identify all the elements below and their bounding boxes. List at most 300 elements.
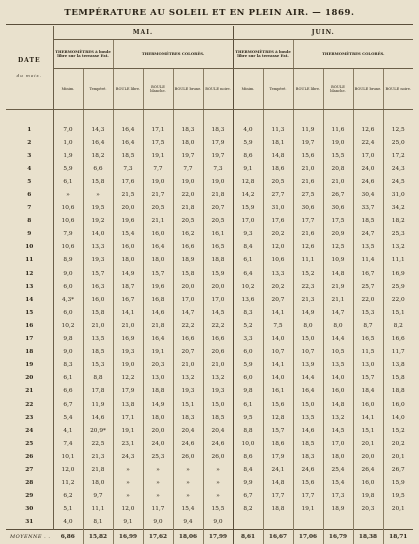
- table-cell: 19,5: [383, 490, 413, 503]
- table-cell: »: [173, 463, 203, 476]
- table-cell: 19,0: [203, 175, 233, 188]
- table-cell: »: [143, 477, 173, 490]
- table-cell: 15,7: [83, 267, 113, 280]
- table-cell: [353, 516, 383, 530]
- day-cell: 12: [6, 267, 53, 280]
- table-cell: 20,4: [203, 424, 233, 437]
- table-cell: 20,7: [173, 346, 203, 359]
- table-cell: 9,5: [243, 414, 253, 421]
- table-cell: 21,3: [83, 450, 113, 463]
- day-cell: 22: [6, 398, 53, 411]
- date-header-sub: du mois.: [16, 73, 42, 78]
- table-cell: 12,8: [241, 178, 255, 185]
- table-cell: 9,0: [203, 516, 233, 530]
- day-cell: 7: [6, 202, 53, 215]
- table-cell: 21,0: [83, 319, 113, 332]
- table-cell: 31,0: [263, 202, 293, 215]
- table-cell: 6,7: [243, 493, 253, 500]
- table-cell: 20,1: [383, 450, 413, 463]
- table-cell: 11,4: [353, 254, 383, 267]
- table-cell: 24,0: [353, 162, 383, 175]
- table-cell: 13,3: [263, 267, 293, 280]
- table-cell: 21,0: [293, 162, 323, 175]
- table-row: [6, 346, 413, 359]
- table-cell: 15,1: [173, 398, 203, 411]
- table-cell: 14,9: [113, 267, 143, 280]
- table-cell: 18,5: [203, 411, 233, 424]
- table-cell: 20,9: [323, 228, 353, 241]
- table-cell: 21,0: [203, 359, 233, 372]
- day-cell: 8: [6, 215, 53, 228]
- table-cell: 8,1: [83, 516, 113, 530]
- table-row: [6, 175, 413, 188]
- table-cell: 16,1: [263, 385, 293, 398]
- table-cell: 12,5: [383, 123, 413, 136]
- table-cell: 17,6: [263, 215, 293, 228]
- table-cell: 18,7: [113, 280, 143, 293]
- table-row: [6, 267, 413, 280]
- table-cell: 5,9: [63, 165, 73, 172]
- sub-header: Minim.: [233, 69, 263, 110]
- table-cell: 11,2: [61, 480, 75, 487]
- title-rule: [6, 24, 413, 25]
- table-cell: 16,6: [173, 241, 203, 254]
- table-cell: 14,9: [143, 398, 173, 411]
- table-cell: 19,0: [173, 175, 203, 188]
- table-cell: 18,9: [173, 254, 203, 267]
- table-cell: 21,8: [143, 319, 173, 332]
- table-cell: 10,0: [241, 440, 255, 447]
- table-cell: 16,0: [143, 228, 173, 241]
- table-cell: 10,6: [61, 205, 75, 212]
- table-cell: 9,4: [173, 516, 203, 530]
- table-body: [6, 110, 413, 530]
- table-cell: 14,0: [263, 333, 293, 346]
- table-cell: [323, 516, 353, 530]
- table-cell: »: [173, 490, 203, 503]
- table-row: [6, 241, 413, 254]
- day-cell: 29: [6, 490, 53, 503]
- table-cell: 20,1: [353, 437, 383, 450]
- table-cell: 7,7: [173, 162, 203, 175]
- table-cell: 14,6: [143, 306, 173, 319]
- sub-header-row: [6, 69, 413, 110]
- table-cell: 14,8: [263, 149, 293, 162]
- table-row: [6, 477, 413, 490]
- table-cell: 26,4: [353, 463, 383, 476]
- table-cell: 17,0: [203, 293, 233, 306]
- day-cell: 3: [6, 149, 53, 162]
- table-cell: 21,0: [173, 359, 203, 372]
- table-cell: 9,1: [243, 165, 253, 172]
- day-cell: 26: [6, 450, 53, 463]
- day-cell: 20: [6, 372, 53, 385]
- table-cell: 15,7: [353, 372, 383, 385]
- table-cell: 18,8: [203, 254, 233, 267]
- table-cell: 16,4: [113, 123, 143, 136]
- table-cell: 17,9: [263, 450, 293, 463]
- table-cell: 6,1: [243, 257, 253, 264]
- table-cell: 13,8: [383, 359, 413, 372]
- table-cell: 19,0: [113, 359, 143, 372]
- table-cell: 16,0: [353, 398, 383, 411]
- table-cell: 20,3: [143, 359, 173, 372]
- table-cell: 12,0: [61, 466, 75, 473]
- table-cell: 14,8: [323, 398, 353, 411]
- table-cell: 14,3: [83, 123, 113, 136]
- table-cell: 18,2: [383, 215, 413, 228]
- table-row: [6, 333, 413, 346]
- sub-header: Tempéré.: [263, 69, 293, 110]
- table-cell: 17,2: [383, 149, 413, 162]
- table-cell: 25,4: [323, 463, 353, 476]
- avg-cell: 16,67: [263, 529, 293, 544]
- table-cell: 8,2: [243, 506, 253, 513]
- table-cell: 14,5: [323, 424, 353, 437]
- avg-cell: 17,99: [203, 529, 233, 544]
- table-cell: »: [66, 192, 70, 199]
- table-cell: 5,2: [243, 322, 253, 329]
- table-cell: 16,0: [383, 398, 413, 411]
- table-cell: »: [143, 463, 173, 476]
- table-cell: 19,3: [173, 385, 203, 398]
- table-cell: 20,0: [203, 280, 233, 293]
- table-cell: 14,0: [263, 372, 293, 385]
- avg-cell: 17,62: [143, 529, 173, 544]
- day-cell: 28: [6, 477, 53, 490]
- table-cell: 18,5: [293, 437, 323, 450]
- table-cell: 24,6: [353, 175, 383, 188]
- table-cell: 7,5: [263, 319, 293, 332]
- table-row: [6, 490, 413, 503]
- table-cell: 21,5: [113, 188, 143, 201]
- table-cell: 20,2: [263, 228, 293, 241]
- table-cell: 20,2: [263, 280, 293, 293]
- table-cell: 17,3: [323, 490, 353, 503]
- table-cell: 14,1: [263, 359, 293, 372]
- table-cell: 15,6: [293, 477, 323, 490]
- table-cell: 16,7: [353, 267, 383, 280]
- table-cell: 15,8: [83, 306, 113, 319]
- day-cell: 5: [6, 175, 53, 188]
- table-cell: 21,0: [323, 175, 353, 188]
- table-cell: 15,6: [293, 149, 323, 162]
- table-row: [6, 372, 413, 385]
- table-cell: 6,2: [63, 493, 73, 500]
- table-cell: 15,4: [323, 477, 353, 490]
- table-cell: 14,9: [293, 306, 323, 319]
- table-cell: 15,7: [143, 267, 173, 280]
- table-cell: 18,0: [143, 411, 173, 424]
- table-cell: 15,9: [203, 267, 233, 280]
- table-cell: 20,2: [383, 437, 413, 450]
- day-cell: 27: [6, 463, 53, 476]
- avg-cell: 18,06: [173, 529, 203, 544]
- table-cell: 16,6: [383, 333, 413, 346]
- table-cell: 14,7: [323, 306, 353, 319]
- table-cell: »: [113, 477, 143, 490]
- table-cell: »: [203, 463, 233, 476]
- table-cell: 17,7: [293, 215, 323, 228]
- table-cell: 18,5: [113, 149, 143, 162]
- table-cell: 27,5: [293, 188, 323, 201]
- table-cell: 7,3: [113, 162, 143, 175]
- table-cell: 9,7: [83, 490, 113, 503]
- table-cell: 13,2: [383, 241, 413, 254]
- avg-cell: 16,99: [113, 529, 143, 544]
- table-cell: 10,9: [323, 254, 353, 267]
- table-cell: 14,6: [293, 424, 323, 437]
- table-cell: 24,3: [383, 162, 413, 175]
- table-cell: 4,0: [63, 519, 73, 526]
- table-cell: 6,1: [63, 375, 73, 382]
- table-cell: 18,0: [113, 254, 143, 267]
- table-cell: 10,5: [323, 346, 353, 359]
- table-row: [6, 450, 413, 463]
- table-cell: 8,6: [243, 152, 253, 159]
- sub-header: BOULE brune.: [353, 69, 383, 110]
- table-cell: 12,6: [353, 123, 383, 136]
- table-cell: 11,3: [263, 123, 293, 136]
- sub-header: BOULE libre.: [113, 69, 143, 110]
- table-cell: 12,5: [323, 241, 353, 254]
- table-cell: 14,1: [113, 306, 143, 319]
- table-cell: 4,3*: [61, 296, 75, 303]
- table-cell: 6,1: [243, 401, 253, 408]
- table-cell: 16,0: [323, 385, 353, 398]
- table-cell: 12,0: [113, 503, 143, 516]
- table-cell: 16,0: [83, 293, 113, 306]
- page-title: TEMPÉRATURE AU SOLEIL ET EN PLEIN AIR. — 1869.: [64, 8, 355, 18]
- table-cell: 22,0: [173, 188, 203, 201]
- average-label: MOYENNE . .: [6, 529, 53, 544]
- table-cell: [263, 516, 293, 530]
- table-cell: 19,1: [143, 149, 173, 162]
- table-cell: 14,2: [241, 192, 255, 199]
- table-cell: 7,4: [63, 440, 73, 447]
- table-cell: 11,7: [143, 503, 173, 516]
- table-cell: 18,0: [173, 136, 203, 149]
- table-row: [6, 411, 413, 424]
- table-cell: 16,4: [113, 136, 143, 149]
- table-cell: 14,0: [383, 411, 413, 424]
- avg-cell: 16,79: [323, 529, 353, 544]
- table-cell: 20,5: [173, 215, 203, 228]
- table-cell: 19,0: [323, 136, 353, 149]
- table-cell: 6,0: [243, 375, 253, 382]
- table-row: [6, 162, 413, 175]
- table-cell: 24,7: [353, 228, 383, 241]
- day-cell: 15: [6, 306, 53, 319]
- table-cell: 19,7: [203, 149, 233, 162]
- table-cell: 8,2: [383, 319, 413, 332]
- table-cell: 19,5: [83, 202, 113, 215]
- table-cell: 14,7: [173, 306, 203, 319]
- table-cell: 7,7: [143, 162, 173, 175]
- table-cell: 21,6: [293, 175, 323, 188]
- table-cell: »: [113, 490, 143, 503]
- table-cell: 19,3: [203, 385, 233, 398]
- table-cell: 26,7: [323, 188, 353, 201]
- table-row: [6, 437, 413, 450]
- table-cell: 15,8: [83, 175, 113, 188]
- table-row: [6, 202, 413, 215]
- table-cell: 19,7: [173, 149, 203, 162]
- table-cell: 19,2: [83, 215, 113, 228]
- table-cell: 6,0: [243, 349, 253, 356]
- table-cell: 20,3: [353, 503, 383, 516]
- table-cell: 26,0: [203, 450, 233, 463]
- day-cell: 11: [6, 254, 53, 267]
- avg-cell: 18,71: [383, 529, 413, 544]
- day-cell: 25: [6, 437, 53, 450]
- table-cell: 8,9: [63, 257, 73, 264]
- table-cell: 15,0: [203, 398, 233, 411]
- table-cell: 24,1: [263, 463, 293, 476]
- day-cell: 21: [6, 385, 53, 398]
- table-cell: 25,3: [143, 450, 173, 463]
- table-cell: 14,8: [323, 267, 353, 280]
- table-cell: »: [83, 188, 113, 201]
- table-cell: 13,5: [83, 333, 113, 346]
- table-row: [6, 398, 413, 411]
- table-cell: 7,9: [63, 231, 73, 238]
- table-cell: 13,5: [293, 411, 323, 424]
- table-cell: 15,1: [353, 424, 383, 437]
- table-cell: 9,0: [63, 349, 73, 356]
- table-cell: 21,8: [83, 463, 113, 476]
- table-cell: 19,1: [113, 424, 143, 437]
- table-cell: 18,5: [83, 346, 113, 359]
- avg-cell: 18,38: [353, 529, 383, 544]
- table-cell: 18,3: [203, 123, 233, 136]
- day-cell: 24: [6, 424, 53, 437]
- table-cell: 25,3: [383, 228, 413, 241]
- table-cell: 11,5: [353, 346, 383, 359]
- table-cell: 20,0: [143, 424, 173, 437]
- table-cell: 7,0: [63, 126, 73, 133]
- table-cell: 5,9: [243, 139, 253, 146]
- table-cell: 21,0: [113, 319, 143, 332]
- table-row: [6, 424, 413, 437]
- table-cell: 16,0: [353, 477, 383, 490]
- table-cell: 10,7: [293, 346, 323, 359]
- table-cell: 10,6: [61, 244, 75, 251]
- table-cell: 15,0: [293, 398, 323, 411]
- group-header-row: [6, 40, 413, 69]
- table-cell: 4,0: [243, 126, 253, 133]
- table-cell: 15,8: [383, 372, 413, 385]
- table-cell: 18,3: [293, 450, 323, 463]
- table-cell: 13,6: [241, 296, 255, 303]
- day-cell: 14: [6, 293, 53, 306]
- sub-header: BOULE noire.: [203, 69, 233, 110]
- average-row: [6, 529, 413, 544]
- table-cell: 20,8: [323, 162, 353, 175]
- sub-header: BOULE blanche.: [323, 69, 353, 110]
- table-cell: 13,8: [113, 398, 143, 411]
- table-cell: 13,0: [143, 372, 173, 385]
- table-cell: »: [203, 477, 233, 490]
- day-cell: 19: [6, 359, 53, 372]
- table-cell: 10,6: [263, 254, 293, 267]
- table-row: [6, 149, 413, 162]
- table-cell: 1,9: [63, 152, 73, 159]
- table-cell: 24,6: [293, 463, 323, 476]
- table-cell: 18,0: [83, 477, 113, 490]
- day-cell: 6: [6, 188, 53, 201]
- table-row: [6, 359, 413, 372]
- table-cell: 10,6: [61, 218, 75, 225]
- table-cell: 16,5: [203, 241, 233, 254]
- group-bulb-mai: THERMOMÈTRES à boule libre sur la terrasse Est.: [53, 40, 113, 69]
- table-cell: 19,3: [113, 346, 143, 359]
- table-cell: 18,0: [323, 450, 353, 463]
- table-cell: 18,2: [83, 149, 113, 162]
- table-cell: 12,0: [263, 241, 293, 254]
- table-cell: 6,4: [243, 270, 253, 277]
- table-cell: 24,6: [203, 437, 233, 450]
- day-cell: 2: [6, 136, 53, 149]
- table-cell: 14,6: [83, 411, 113, 424]
- table-row: [6, 215, 413, 228]
- table-cell: 17,0: [323, 437, 353, 450]
- table-cell: 17,9: [203, 136, 233, 149]
- table-cell: 21,8: [203, 188, 233, 201]
- day-cell: 9: [6, 228, 53, 241]
- table-cell: 17,0: [353, 149, 383, 162]
- table-cell: 15,3: [83, 359, 113, 372]
- table-cell: 17,7: [263, 490, 293, 503]
- table-cell: 14,4: [293, 372, 323, 385]
- table-cell: 16,8: [143, 293, 173, 306]
- table-cell: 8,6: [243, 453, 253, 460]
- table-cell: 13,2: [203, 372, 233, 385]
- table-cell: 19,6: [143, 280, 173, 293]
- table-cell: 17,5: [143, 136, 173, 149]
- table-cell: 15,5: [323, 149, 353, 162]
- table-cell: 20,5: [263, 175, 293, 188]
- table-cell: 21,1: [143, 215, 173, 228]
- month-header-row: [6, 26, 413, 40]
- table-cell: 16,0: [113, 241, 143, 254]
- table-row: [6, 254, 413, 267]
- table-cell: 24,5: [383, 175, 413, 188]
- table-cell: 18,8: [143, 385, 173, 398]
- sub-header: BOULE libre.: [293, 69, 323, 110]
- table-cell: 8,7: [353, 319, 383, 332]
- table-row: [6, 516, 413, 530]
- table-cell: 12,2: [113, 372, 143, 385]
- day-cell: 23: [6, 411, 53, 424]
- table-cell: 25,0: [383, 136, 413, 149]
- avg-cell: 8,61: [233, 529, 263, 544]
- table-cell: 17,8: [83, 385, 113, 398]
- day-cell: 13: [6, 280, 53, 293]
- table-cell: 11,7: [383, 346, 413, 359]
- table-row: [6, 463, 413, 476]
- table-cell: 17,9: [113, 385, 143, 398]
- table-cell: 25,7: [353, 280, 383, 293]
- table-cell: 24,0: [143, 437, 173, 450]
- table-cell: 6,7: [63, 401, 73, 408]
- table-cell: 17,6: [113, 175, 143, 188]
- table-cell: 8,0: [323, 319, 353, 332]
- table-cell: 16,5: [353, 333, 383, 346]
- table-cell: 19,8: [353, 490, 383, 503]
- table-cell: 5,9: [243, 362, 253, 369]
- table-cell: 13,2: [173, 372, 203, 385]
